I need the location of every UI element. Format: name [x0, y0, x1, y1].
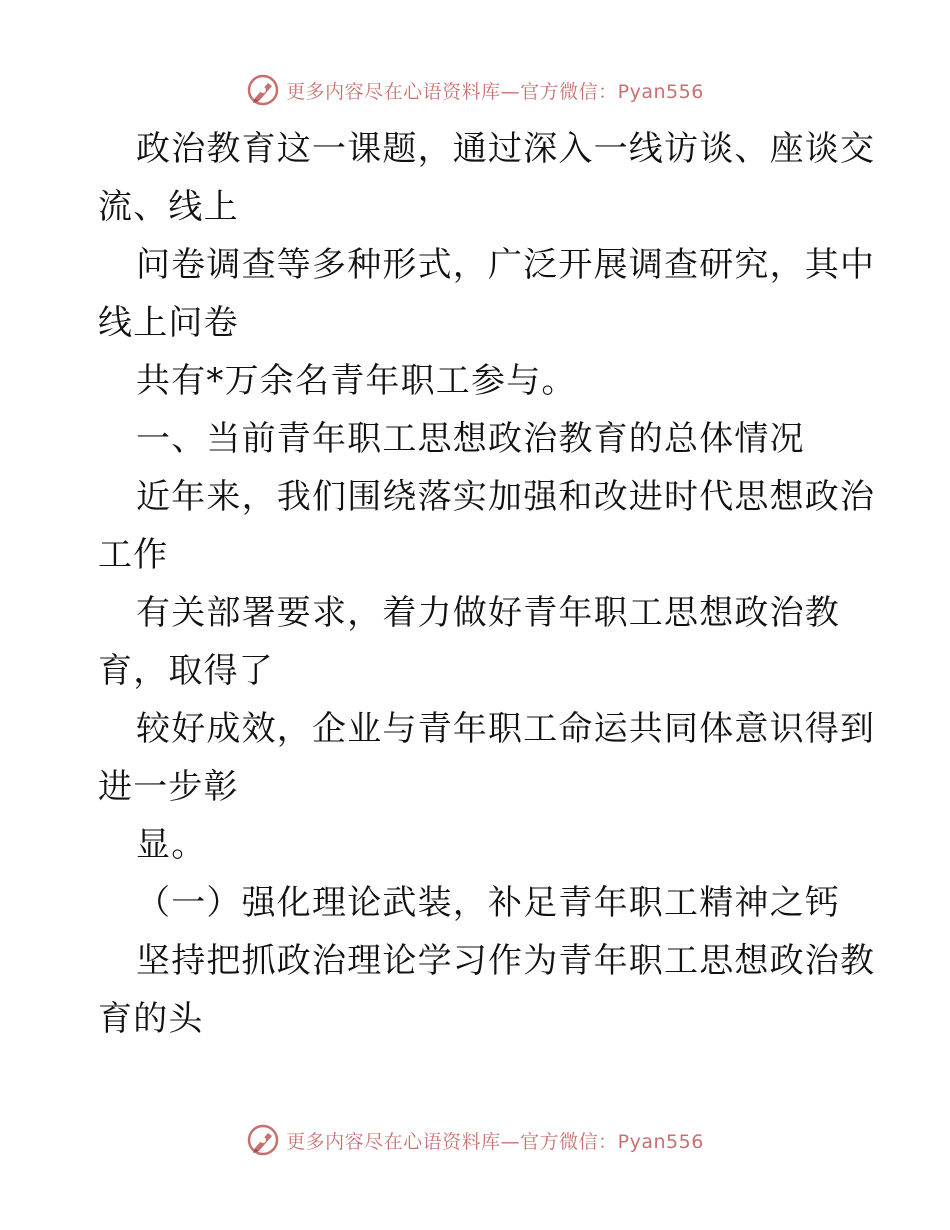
- text-line: 问卷调查等多种形式，广泛开展调查研究，其中: [136, 245, 876, 285]
- text-line: 育，取得了: [98, 651, 274, 691]
- text-line: 工作: [98, 535, 169, 575]
- text-line: 一、当前青年职工思想政治教育的总体情况: [136, 419, 805, 459]
- text-line: 政治教育这一课题，通过深入一线访谈、座谈交: [136, 129, 876, 169]
- pen-logo-icon: [246, 73, 280, 107]
- text-line: 较好成效，企业与青年职工命运共同体意识得到: [136, 709, 876, 749]
- document-body: [98, 120, 876, 1048]
- text-line: 有关部署要求，着力做好青年职工思想政治教: [136, 593, 840, 633]
- footer-watermark: [0, 1120, 950, 1160]
- text-line: 近年来，我们围绕落实加强和改进时代思想政治: [136, 477, 876, 517]
- text-line: 显。: [136, 825, 207, 865]
- text-line: （一）强化理论武装，补足青年职工精神之钙: [136, 883, 840, 923]
- text-line: 流、线上: [98, 187, 239, 227]
- text-line: 共有*万余名青年职工参与。: [136, 361, 577, 401]
- text-line: 坚持把抓政治理论学习作为青年职工思想政治教: [136, 941, 876, 981]
- watermark-text: 更多内容尽在心语资料库—官方微信：Pyan556: [286, 80, 704, 103]
- pen-logo-icon: [246, 1123, 280, 1157]
- watermark-text: 更多内容尽在心语资料库—官方微信：Pyan556: [286, 1130, 704, 1153]
- text-line: 进一步彰: [98, 767, 239, 807]
- text-line: 线上问卷: [98, 303, 239, 343]
- text-line: 育的头: [98, 999, 204, 1039]
- header-watermark: [0, 70, 950, 110]
